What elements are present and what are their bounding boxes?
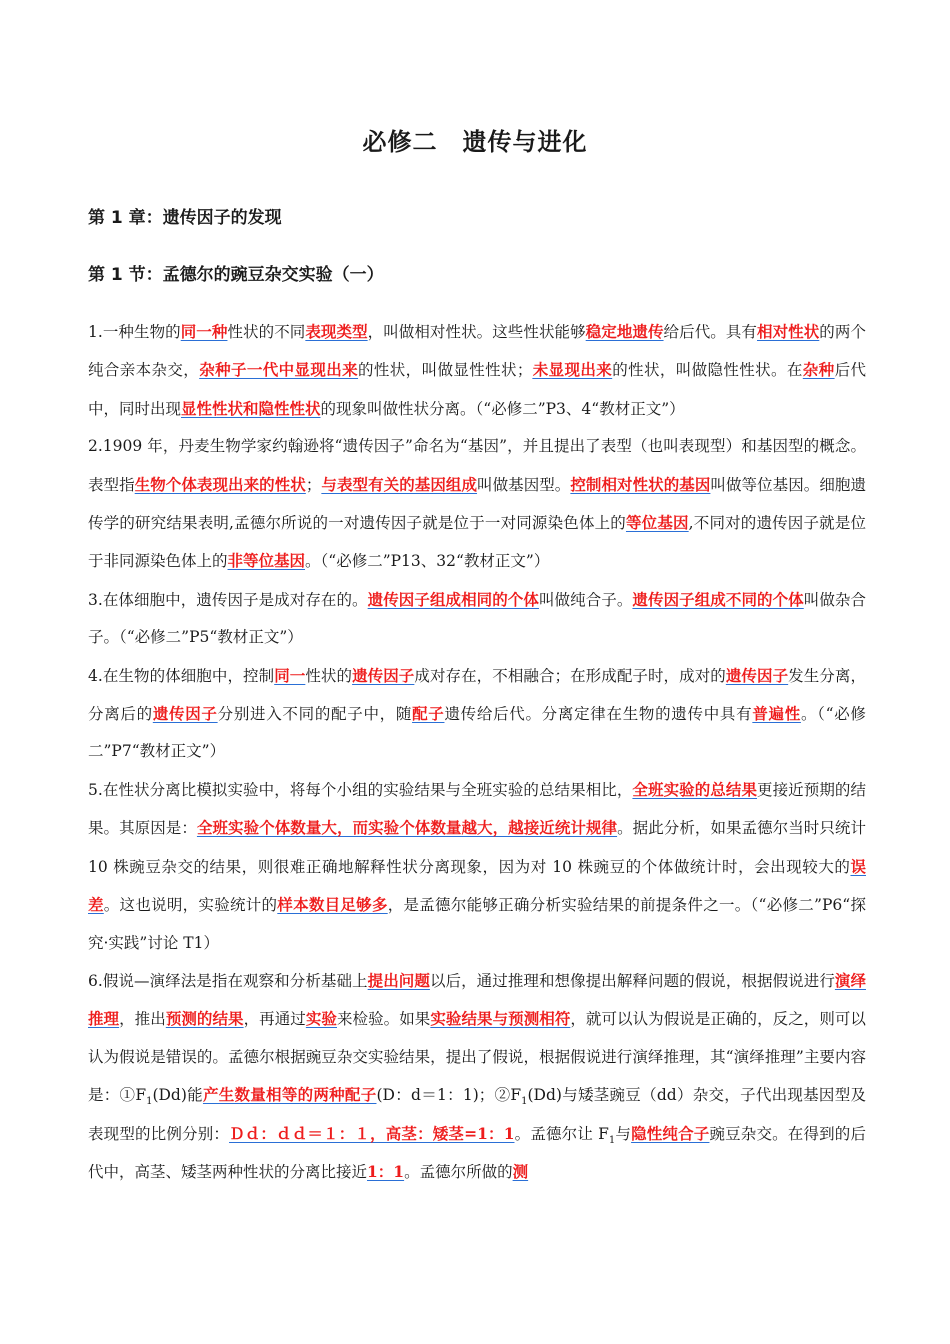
paragraph-3 [88,581,866,657]
text-run: 4.在生物的体细胞中，控制 [88,666,275,685]
key-term: 普遍性 [752,704,801,724]
paragraph-1 [88,313,866,428]
text-run: 2.1909 年，丹麦生物学家约翰逊将“遗传因子”命名为“基因”，并且提出了表型（也叫表现型）和基因型的概念。表型指 [88,437,866,494]
key-term: 隐性纯合子 [631,1123,710,1143]
text-run: 分别进入不同的配子中，随 [217,705,413,724]
key-term: 遗传因子 [725,665,789,685]
key-term: 实验 [305,1009,337,1029]
document-body [88,313,866,1191]
text-run: 遗传给后代。分离定律在生物的遗传中具有 [444,705,753,724]
key-term: 同一种 [180,322,228,341]
key-term: 实验结果与预测相符 [430,1009,571,1029]
key-term: 全班实验的总结果 [632,779,758,799]
text-run: 给后代。具有 [663,323,757,341]
text-run: 5.在性状分离比模拟实验中，将每个小组的实验结果与全班实验的总结果相比， [88,780,633,799]
chapter-heading: 第 1 章：遗传因子的发现 [88,208,282,228]
text-run: (Dd)能 [152,1086,203,1105]
paragraph-2 [88,428,866,581]
key-term: 与表型有关的基因组成 [321,474,478,494]
text-run: 来检验。如果 [336,1010,431,1029]
text-run: 。这也说明，实验统计的 [103,896,278,915]
subscript: 1 [521,1096,528,1108]
key-term: 遗传因子组成不同的个体 [632,589,804,609]
text-run: 叫做纯合子。 [538,590,633,609]
page-title: 必修二 遗传与进化 [362,128,588,156]
text-run: ，叫做相对性状。这些性状能够 [367,323,586,341]
section-heading: 第 1 节：孟德尔的豌豆杂交实验（一） [88,265,384,285]
key-term: 等位基因 [625,513,689,533]
key-term: 相对性状 [757,322,820,341]
text-run: 。（“必修二”P7“教材正文”） [88,705,866,761]
key-term: 未显现出来 [532,360,613,380]
text-run: 的现象叫做性状分离。（“必修二”P3、4“教材正文”） [320,399,685,418]
key-term: 非等位基因 [227,551,306,571]
text-run: 以后，通过推理和想像提出解释问题的假说，根据假说进行 [429,971,835,990]
text-run: ，是孟德尔能够正确分析实验结果的前提条件之一。（“必修二”P6“探究·实践”讨论 T1） [88,896,866,952]
key-term: 显性性状和隐性性状 [181,398,321,418]
key-term: 遗传因子 [152,704,218,724]
text-run: 。据此分析，如果孟德尔当时只统计 10 株豌豆杂交的结果，则很难正确地解释性状分离现象，因为对 10 株豌豆的个体做统计时，会出现较大的 [88,819,866,876]
text-run: ,不同对的遗传因子就是位于非同源染色体上的 [88,514,866,571]
key-term: 同一 [274,665,306,685]
text-run: 成对存在，不相融合；在形成配子时，成对的 [414,666,726,685]
text-run: 性状的不同 [227,323,306,341]
text-run: 发生分离，分离后的 [88,666,866,724]
text-run: 1.一种生物的 [88,323,181,341]
key-term: Ｄｄ：ｄｄ＝１：１，高茎：矮茎=1：1 [229,1123,515,1143]
text-run: 后代中，同时出现 [88,361,866,418]
key-term: 产生数量相等的两种配子 [202,1085,377,1105]
text-run: 叫做等位基因。细胞遗传学的研究结果表明,孟德尔所说的一对遗传因子就是位于一对同源染色体上的 [88,475,866,533]
text-run: 。（“必修二”P13、32“教材正文”） [305,552,550,571]
paragraph-4 [88,657,866,771]
text-run: 。孟德尔所做的 [404,1162,513,1181]
key-term: 1：1 [367,1161,405,1181]
text-run: 更接近预期的结果。其原因是： [88,780,866,838]
text-run: 的两个纯合亲本杂交， [88,323,866,380]
key-term: 预测的结果 [165,1009,244,1029]
subscript: 1 [146,1096,153,1108]
key-term: 样本数目足够多 [277,895,388,915]
text-run: 叫做基因型。 [477,475,571,494]
text-run: ，推出 [119,1010,166,1029]
text-run: 叫做杂合子。（“必修二”P5“教材正文”） [88,590,866,647]
text-run: 。孟德尔让 F [514,1124,609,1143]
key-term: 全班实验个体数量大，而实验个体数量越大，越接近统计规律 [196,818,618,838]
text-run: 的性状，叫做隐性性状。在 [612,361,803,380]
key-term: 遗传因子组成相同的个体 [367,589,539,609]
text-run: 的性状，叫做显性性状； [358,361,533,380]
text-run: (Dd)与矮茎豌豆（dd）杂交，子代出现基因型及表现型的比例分别： [88,1086,866,1143]
key-term: 生物个体表现出来的性状 [134,474,306,494]
key-term: 杂种 [802,360,835,380]
text-run: 与 [615,1124,632,1143]
key-term: 误差 [88,856,866,915]
paragraph-5 [88,771,866,962]
key-term: 配子 [412,704,445,724]
text-run: (D：d＝1：1)；②F [376,1086,522,1105]
key-term: 提出问题 [367,970,430,990]
text-run: ，再通过 [243,1010,306,1029]
text-run: 6.假说—演绎法是指在观察和分析基础上 [88,971,368,990]
key-term: 遗传因子 [352,665,415,685]
key-term: 稳定地遗传 [585,322,664,341]
key-term: 表现类型 [305,322,368,341]
key-term: 测 [512,1161,529,1181]
key-term: 杂种子一代中显现出来 [199,360,359,380]
key-term: 控制相对性状的基因 [570,474,711,494]
subscript: 1 [608,1134,616,1146]
paragraph-6 [88,962,866,1191]
text-run: 性状的 [305,666,353,685]
text-run: ，就可以认为假说是正确的，反之，则可以认为假说是错误的。孟德尔根据豌豆杂交实验结果，提出了假说，根据假说进行演绎推理，其“演绎推理”主要内容是：①F [88,1010,866,1105]
key-term: 演绎推理 [88,970,866,1029]
text-run: ； [305,475,322,494]
text-run: 3.在体细胞中，遗传因子是成对存在的。 [88,590,368,609]
text-run: 豌豆杂交。在得到的后代中，高茎、矮茎两种性状的分离比接近 [88,1124,866,1181]
